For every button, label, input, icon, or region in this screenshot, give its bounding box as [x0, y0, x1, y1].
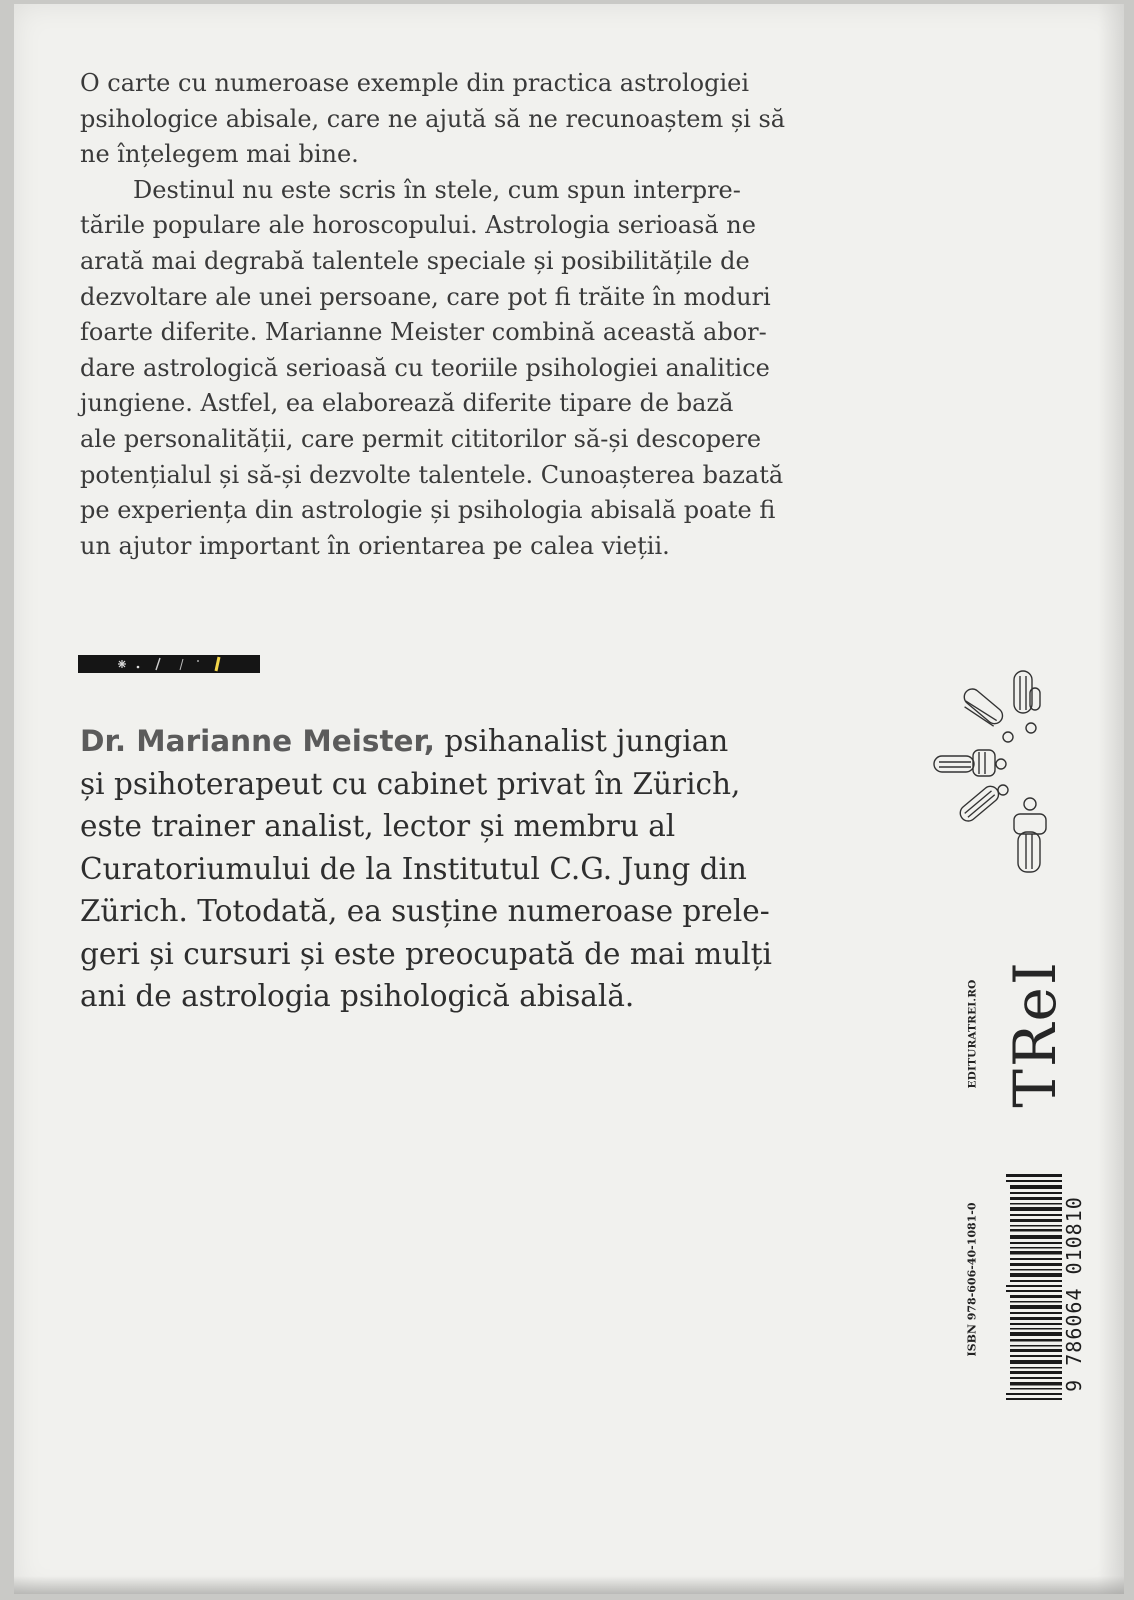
- bio-line: Curatoriumului de la Institutul C.G. Jung din: [80, 851, 747, 886]
- blurb-line: ne înțelegem mai bine.: [80, 140, 359, 169]
- bio-line: Zürich. Totodată, ea susține numeroase prele-: [80, 894, 770, 928]
- publisher-figures-logo-icon: [929, 666, 1074, 876]
- bio-line: geri și cursuri și este preocupată de mai mulți: [80, 936, 772, 971]
- author-bio: [80, 720, 860, 1018]
- publisher-website-text: EDITURATREI.RO: [967, 979, 980, 1089]
- bio-line: [80, 720, 860, 763]
- star-sparkle-icon: [78, 655, 260, 673]
- blurb-line: O carte cu numeroase exemple din practica astrologiei: [80, 69, 749, 97]
- publisher-logo-text: [994, 960, 1076, 1108]
- barcode-number: [1062, 1174, 1086, 1414]
- isbn-number: ISBN 978-606-40-1081-0: [965, 1201, 979, 1357]
- book-back-cover: [14, 4, 1124, 1594]
- book-description: [80, 66, 870, 564]
- blurb-line: dezvoltare ale unei persoane, care pot fi trăite în moduri: [80, 282, 771, 311]
- blurb-line: pe experiența din astrologie și psihologia abisală poate fi: [80, 496, 776, 525]
- blurb-line: ale personalității, care permit cititorilor să-și descopere: [80, 424, 762, 453]
- shrink-wrap-edge: [1098, 4, 1124, 1594]
- shrink-wrap-edge: [14, 1576, 1124, 1594]
- blurb-line: un ajutor important în orientarea pe calea vieții.: [80, 531, 670, 560]
- publisher-website: [962, 979, 984, 1089]
- barcode-digits-text: 9 786064 010810: [1062, 1196, 1086, 1392]
- author-name: Dr. Marianne Meister,: [80, 724, 435, 758]
- blurb-line: potențialul și să-și dezvolte talentele. Cunoașterea bazată: [80, 460, 784, 489]
- blurb-line: foarte diferite. Marianne Meister combină această abor-: [80, 318, 767, 347]
- blurb-line: tările populare ale horoscopului. Astrologia serioasă ne: [80, 211, 756, 240]
- bio-line-rest: psihanalist jungian: [434, 724, 729, 758]
- blurb-line: Destinul nu este scris în stele, cum spun interpre-: [133, 175, 741, 204]
- bio-line: este trainer analist, lector și membru al: [80, 809, 676, 843]
- bio-line: și psihoterapeut cu cabinet privat în Zürich,: [80, 766, 741, 801]
- blurb-line: psihologice abisale, care ne ajută să ne recunoaștem și să: [80, 104, 786, 133]
- blurb-line: jungiene. Astfel, ea elaborează diferite tipare de bază: [80, 389, 734, 418]
- blurb-line: dare astrologică serioasă cu teoriile psihologiei analitice: [80, 353, 770, 382]
- publisher-name-text: TReI: [1001, 960, 1069, 1108]
- isbn-label: [961, 1184, 983, 1374]
- bio-line: ani de astrologia psihologică abisală.: [80, 979, 635, 1013]
- blurb-line: arată mai degrabă talentele speciale și posibilitățile de: [80, 246, 750, 275]
- starry-divider-bar: [78, 655, 260, 673]
